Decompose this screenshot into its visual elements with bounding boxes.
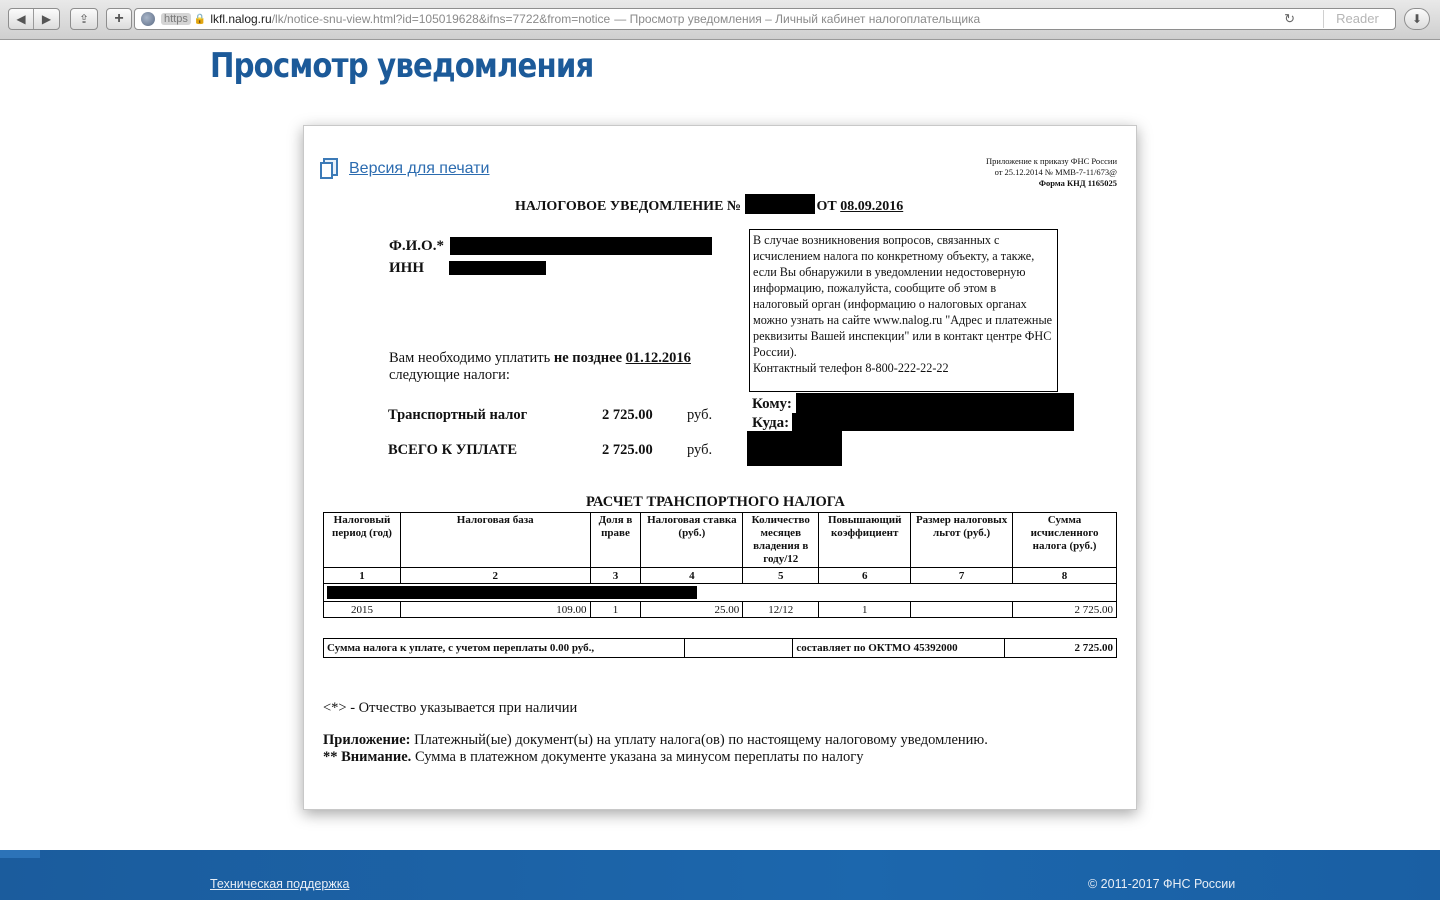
redacted-notice-number — [745, 194, 815, 214]
fio-label: Ф.И.О.* — [389, 238, 444, 254]
cell-share: 1 — [590, 602, 641, 618]
col-number: 5 — [743, 568, 819, 584]
col-header: Доля в праве — [590, 513, 641, 568]
info-text: В случае возникновения вопросов, связанных с исчислением налога по конкретному объекту, а также, если Вы обнаружили в уведомлении недостоверную информацию, пожалуйста, сообщите об этом в налоговый орган (информацию о налоговых органах можно узнать на сайте www.nalog.ru "Адрес и платежные реквизиты Вашей инспекции" или в контакт центре ФНС России). — [753, 233, 1053, 359]
attention-label: ** Внимание. — [323, 749, 412, 765]
order-line-1: Приложение к приказу ФНС России — [986, 156, 1117, 166]
payment-instruction — [389, 350, 691, 384]
col-number: 8 — [1013, 568, 1117, 584]
summary-table — [323, 638, 1117, 658]
col-header: Налоговый период (год) — [324, 513, 401, 568]
sum-label: Сумма налога к уплате, с учетом переплаты 0.00 руб., — [324, 639, 685, 658]
patronymic-note: <*> - Отчество указывается при наличии — [323, 700, 578, 716]
inn-label: ИНН — [389, 260, 425, 276]
col-number: 7 — [911, 568, 1013, 584]
footer-stripe — [0, 850, 40, 858]
kuda-label: Куда: — [752, 415, 790, 431]
redacted-recipient — [796, 393, 1074, 413]
annex-block — [323, 732, 988, 766]
forward-icon[interactable]: ▶ — [41, 12, 52, 26]
nav-buttons — [8, 8, 60, 30]
annex-label: Приложение: — [323, 732, 411, 748]
column-number-row — [324, 568, 1117, 584]
col-number: 6 — [819, 568, 911, 584]
print-icon — [320, 158, 340, 180]
tax-currency: руб. — [687, 407, 713, 423]
redacted-address-2 — [747, 431, 842, 466]
redacted-fio — [450, 237, 712, 255]
url-path: /lk/notice-snu-view.html?id=105019628&ifns=7722&from=notice — [271, 12, 611, 26]
notice-document — [303, 125, 1137, 810]
copyright: © 2011-2017 ФНС России — [1088, 877, 1236, 891]
support-link[interactable]: Техническая поддержка — [210, 877, 350, 891]
cell-benefit — [911, 602, 1013, 618]
plus-icon: + — [114, 10, 124, 27]
pay-text-3: следующие налоги: — [389, 367, 510, 383]
pay-deadline: 01.12.2016 — [625, 350, 691, 366]
page-title-in-address: — Просмотр уведомления – Личный кабинет налогоплательщика — [614, 12, 981, 26]
lock-icon: 🔒 — [193, 13, 207, 25]
col-header: Налоговая база — [400, 513, 590, 568]
col-number: 2 — [400, 568, 590, 584]
attention-text: Сумма в платежном документе указана за минусом переплаты по налогу — [414, 749, 864, 765]
col-header: Размер налоговых льгот (руб.) — [911, 513, 1013, 568]
notice-date: 08.09.2016 — [840, 199, 904, 214]
calc-title: РАСЧЕТ ТРАНСПОРТНОГО НАЛОГА — [586, 494, 845, 510]
annex-text: Платежный(ые) документ(ы) на уплату налога(ов) по настоящему налоговому уведомлению. — [414, 732, 988, 748]
site-footer — [0, 850, 1440, 900]
new-tab-button[interactable] — [106, 8, 132, 30]
order-line-2: от 25.12.2014 № ММВ-7-11/673@ — [994, 167, 1117, 177]
tax-amount: 2 725.00 — [602, 407, 653, 423]
reload-icon[interactable]: ↻ — [1284, 11, 1295, 26]
col-number: 3 — [590, 568, 641, 584]
calc-table — [323, 512, 1117, 618]
cell-rate: 25.00 — [641, 602, 743, 618]
redacted-inn — [449, 261, 546, 275]
sum-value: 2 725.00 — [1005, 639, 1117, 658]
print-version[interactable] — [320, 158, 489, 180]
cell-months: 12/12 — [743, 602, 819, 618]
total-amount: 2 725.00 — [602, 442, 653, 458]
komu-label: Кому: — [752, 396, 792, 412]
pay-text-1: Вам необходимо уплатить — [389, 350, 551, 366]
sum-empty — [684, 639, 793, 658]
https-badge: https — [161, 13, 191, 25]
share-button[interactable] — [70, 8, 98, 30]
cell-base: 109.00 — [400, 602, 590, 618]
url-host: lkfl.nalog.ru — [210, 12, 272, 26]
download-icon: ⬇ — [1411, 12, 1423, 26]
page-title: Просмотр уведомления — [210, 46, 594, 86]
col-header: Повышающий коэффициент — [819, 513, 911, 568]
back-icon[interactable]: ◀ — [9, 9, 34, 29]
col-number: 4 — [641, 568, 743, 584]
redacted-vehicle — [327, 586, 697, 599]
vehicle-cell — [324, 584, 1117, 602]
col-header: Количество месяцев владения в году/12 — [743, 513, 819, 568]
browser-toolbar — [0, 0, 1440, 40]
col-header: Налоговая ставка (руб.) — [641, 513, 743, 568]
reader-button[interactable]: Reader — [1323, 10, 1391, 28]
col-header: Сумма исчисленного налога (руб.) — [1013, 513, 1117, 568]
total-currency: руб. — [687, 442, 713, 458]
summary-row — [324, 639, 1117, 658]
contact-phone: Контактный телефон 8-800-222-22-22 — [753, 361, 949, 375]
table-row — [324, 602, 1117, 618]
address-bar[interactable] — [134, 8, 1396, 30]
calc-header-row — [324, 513, 1117, 568]
share-icon: ⇪ — [78, 12, 90, 26]
notice-heading — [515, 194, 903, 215]
notice-prefix: НАЛОГОВОЕ УВЕДОМЛЕНИЕ № — [515, 199, 741, 214]
redacted-address — [792, 413, 1074, 431]
order-reference — [986, 156, 1117, 189]
downloads-button[interactable] — [1404, 8, 1430, 30]
print-version-link[interactable]: Версия для печати — [349, 160, 490, 177]
pay-text-2: не позднее — [553, 350, 623, 366]
form-code: Форма КНД 1165025 — [1038, 178, 1117, 188]
total-label: ВСЕГО К УПЛАТЕ — [388, 442, 517, 458]
notice-ot: ОТ — [816, 199, 837, 214]
info-box — [749, 229, 1058, 392]
cell-coef: 1 — [819, 602, 911, 618]
globe-icon — [141, 12, 155, 26]
vehicle-row — [324, 584, 1117, 602]
sum-oktmo: составляет по ОКТМО 45392000 — [793, 639, 1005, 658]
cell-sum: 2 725.00 — [1013, 602, 1117, 618]
tax-name: Транспортный налог — [388, 407, 528, 423]
cell-period: 2015 — [324, 602, 401, 618]
col-number: 1 — [324, 568, 401, 584]
